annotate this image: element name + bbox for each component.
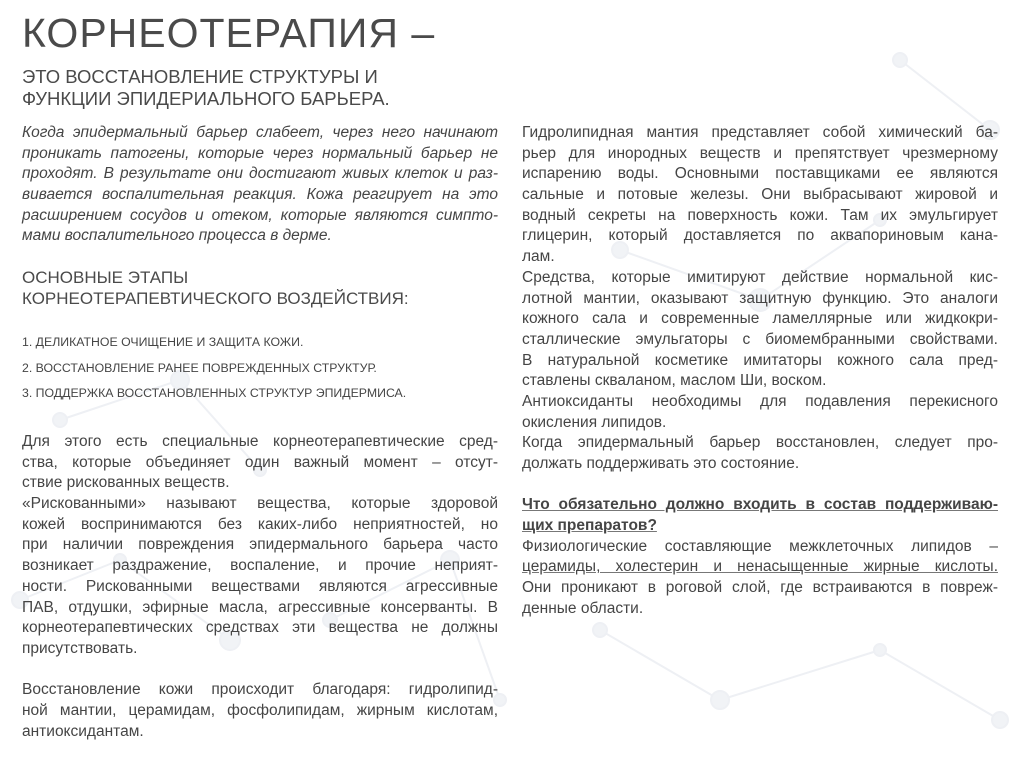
question-text: щих препаратов? xyxy=(522,517,657,535)
text-line: водный секреты на поверхность кожи. Там их эмульгирует xyxy=(522,206,998,224)
heading-line: ОСНОВНЫЕ ЭТАПЫ xyxy=(22,268,189,287)
text-line: проникать патогены, которые через нормальный барьер не xyxy=(22,144,498,162)
text-line: должать поддерживать это состояние. xyxy=(522,455,800,472)
text-line: Восстановление кожи происходит благодаря: гидролипид- xyxy=(22,681,498,699)
heading-line: КОРНЕОТЕРАПЕВТИЧЕСКОГО ВОЗДЕЙСТВИЯ: xyxy=(22,288,409,308)
intro-paragraph xyxy=(22,123,498,247)
subtitle-line: ЭТО ВОССТАНОВЛЕНИЕ СТРУКТУРЫ И xyxy=(22,66,378,87)
stages-list xyxy=(22,330,406,407)
text-line: возникает раздражение, воспаление, и прочие неприят- xyxy=(22,557,498,575)
text-line: «Рискованными» называют вещества, которые здоровой xyxy=(22,495,498,513)
stage-item: 1. ДЕЛИКАТНОЕ ОЧИЩЕНИЕ И ЗАЩИТА КОЖИ. xyxy=(22,335,304,349)
subtitle-line: ФУНКЦИИ ЭПИДЕРИАЛЬНОГО БАРЬЕРА. xyxy=(22,88,390,109)
text-line: лотной мантии, оказывают защитную функцию. Это аналоги xyxy=(522,289,998,307)
stage-item: 2. ВОССТАНОВЛЕНИЕ РАНЕЕ ПОВРЕЖДЕННЫХ СТРУКТУР. xyxy=(22,360,377,375)
text-line: Средства, которые имитируют действие нормальной кис- xyxy=(522,268,998,286)
text-line: Гидролипидная мантия представляет собой химический ба- xyxy=(522,124,998,141)
text-line: антиоксидантам. xyxy=(22,722,144,740)
page-subtitle xyxy=(22,66,390,110)
right-body xyxy=(522,123,998,620)
text-line: ной мантии, церамидам, фосфолипидам, жирным кислотам, xyxy=(22,701,498,719)
text-line: ности. Рискованными веществами являются агрессивные xyxy=(22,577,498,595)
text-line: Они проникают в роговой слой, где встраиваются в повреж- xyxy=(522,579,998,597)
text-line: Когда эпидермальный барьер восстановлен, следует про- xyxy=(522,434,998,452)
text-line: Антиоксиданты необходимы для подавления перекисного xyxy=(522,392,998,410)
text-line: В натуральной косметике имитаторы кожного сала пред- xyxy=(522,351,998,369)
text-line: окисления липидов. xyxy=(522,413,667,431)
text-line: лам. xyxy=(522,248,555,266)
text-line: ставлены скваланом, маслом Ши, воском. xyxy=(522,372,827,390)
text-line: ПАВ, отдушки, эфирные масла, агрессивные консерванты. В xyxy=(22,598,498,616)
page-title: КОРНЕОТЕРАПИЯ – xyxy=(22,10,436,56)
text-line: вивается воспалительная реакция. Кожа реагирует на это xyxy=(22,186,498,204)
question-line xyxy=(522,495,998,516)
question-text: Что обязательно должно входить в состав поддерживаю- xyxy=(522,496,998,514)
text-line: испарению воды. Основными поставщиками ее являются xyxy=(522,165,998,183)
text-line: мами воспалительного процесса в дерме. xyxy=(22,227,332,245)
text-line: кожей воспринимаются без каких-либо неприятностей, но xyxy=(22,515,498,533)
question-line xyxy=(522,516,998,537)
stage-item: 3. ПОДДЕРЖКА ВОССТАНОВЛЕННЫХ СТРУКТУР ЭПИДЕРМИСА. xyxy=(22,386,407,400)
text-line: ствие рискованных веществ. xyxy=(22,474,230,492)
text-line-underlined: церамиды, холестерин и ненасыщенные жирные кислоты. xyxy=(522,558,998,576)
text-line: денные области. xyxy=(522,599,644,617)
text-line: Для этого есть специальные корнеотерапевтические сред- xyxy=(22,433,498,450)
text-line: корнеотерапевтических средствах эти вещества не должны xyxy=(22,619,498,637)
text-line: рьер для инородных веществ и препятствует чрезмерному xyxy=(522,144,998,162)
text-line: расширением сосудов и отеком, которые являются симпто- xyxy=(22,206,498,224)
text-line: кожного сала и современные ламеллярные или жидкокри- xyxy=(522,310,998,328)
text-line: сталлические эмульгаторы с биомембранными свойствами. xyxy=(522,330,998,348)
text-line: сальные и потовые железы. Они выбрасывают жировой и xyxy=(522,186,998,204)
stages-heading xyxy=(22,268,409,309)
text-line: ства, которые объединяет один важный момент – отсут- xyxy=(22,453,498,471)
text-line: при наличии повреждения эпидермального барьера часто xyxy=(22,536,498,554)
text-line: Физиологические составляющие межклеточных липидов – xyxy=(522,537,998,555)
left-body xyxy=(22,432,498,742)
text-line: Когда эпидермальный барьер слабеет, через него начинают xyxy=(22,124,498,141)
text-line: присутствовать. xyxy=(22,639,138,657)
text-line: проходят. В результате они достигают живых клеток и раз- xyxy=(22,165,498,183)
text-line: глицерин, который доставляется по аквапориновым кана- xyxy=(522,227,998,245)
